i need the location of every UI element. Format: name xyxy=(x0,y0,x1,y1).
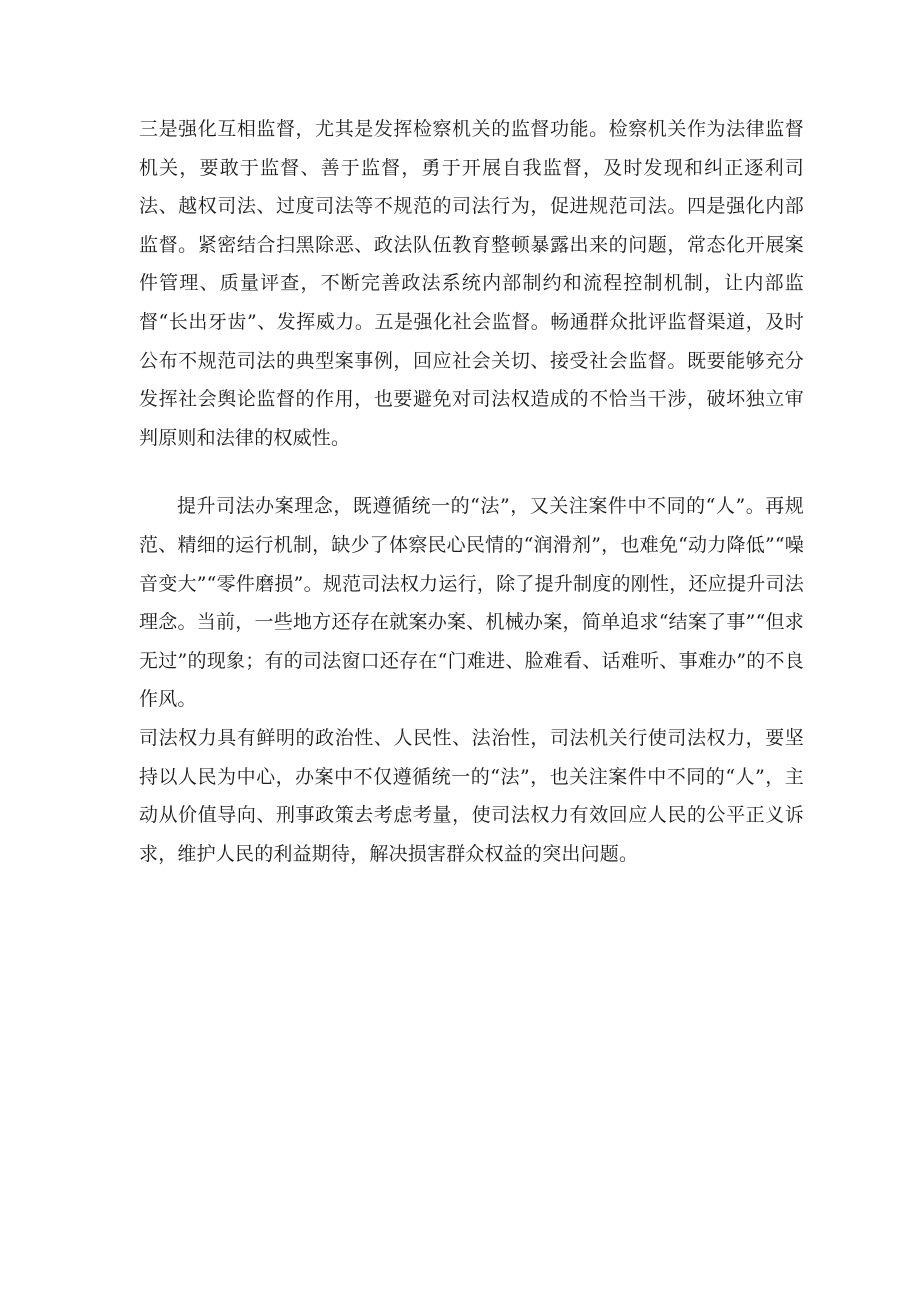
paragraph-supervision: 三是强化互相监督，尤其是发挥检察机关的监督功能。检察机关作为法律监督机关，要敢于监督、善于监督，勇于开展自我监督，及时发现和纠正逐利司法、越权司法、过度司法等不规范的司法行为，促进规范司法。四是强化内部监督。紧密结合扫黑除恶、政法队伍教育整顿暴露出来的问题，常态化开展案件管理、质量评查，不断完善政法系统内部制约和流程控制机制，让内部监督“长出牙齿”、发挥威力。五是强化社会监督。畅通群众批评监督渠道，及时公布不规范司法的典型案事例，回应社会关切、接受社会监督。既要能够充分发挥社会舆论监督的作用，也要避免对司法权造成的不恰当干涉，破坏独立审判原则和法律的权威性。 xyxy=(139,118,804,449)
document-body xyxy=(139,110,804,873)
paragraph-judicial-concept: 提升司法办案理念，既遵循统一的“法”，又关注案件中不同的“人”。再规范、精细的运行机制，缺少了体察民心民情的“润滑剂”，也难免“动力降低”“噪音变大”“零件磨损”。规范司法权力运行，除了提升制度的刚性，还应提升司法理念。当前，一些地方还存在就案办案、机械办案，简单追求“结案了事”“但求无过”的现象；有的司法窗口还存在“门难进、脸难看、话难听、事难办”的不良作风。 xyxy=(139,495,805,711)
paragraph-judicial-power: 司法权力具有鲜明的政治性、人民性、法治性，司法机关行使司法权力，要坚持以人民为中心，办案中不仅遵循统一的“法”，也关注案件中不同的“人”，主动从价值导向、刑事政策去考虑考量，使司法权力有效回应人民的公平正义诉求，维护人民的利益期待，解决损害群众权益的突出问题。 xyxy=(139,726,804,865)
